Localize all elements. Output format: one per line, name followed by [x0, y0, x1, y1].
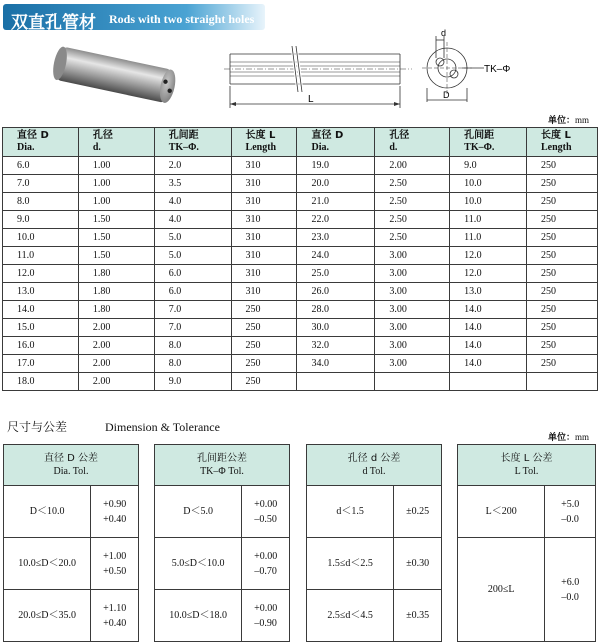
table-cell: 250 — [527, 265, 598, 283]
title-banner — [3, 4, 265, 33]
table-cell: 2.0 — [154, 157, 231, 175]
title-en: Rods with two straight holes — [109, 12, 255, 26]
tk-tolerance-table — [154, 444, 290, 642]
table-cell: 3.00 — [375, 247, 450, 265]
table-row: L＜200 +5.0 –0.0 — [458, 486, 596, 538]
table-cell: 250 — [527, 319, 598, 337]
table-cell: 250 — [527, 193, 598, 211]
table-cell: 21.0 — [297, 193, 375, 211]
table-cell — [527, 373, 598, 391]
table-cell: 250 — [231, 301, 297, 319]
spec-col-header: 孔间距 TK–Φ. — [154, 128, 231, 157]
table-cell: 1.50 — [78, 247, 154, 265]
table-cell: 34.0 — [297, 355, 375, 373]
table-cell: 7.0 — [154, 301, 231, 319]
table-cell: 3.00 — [375, 355, 450, 373]
spec-col-header: 直径 D Dia. — [3, 128, 79, 157]
table-cell: 2.00 — [78, 319, 154, 337]
hole-tolerance-table — [306, 444, 442, 642]
table-cell: 17.0 — [3, 355, 79, 373]
table-cell: 32.0 — [297, 337, 375, 355]
table-row — [3, 175, 598, 193]
table-cell: 11.0 — [450, 211, 527, 229]
table-cell: 250 — [527, 247, 598, 265]
table-cell: 2.00 — [78, 355, 154, 373]
table-cell: 22.0 — [297, 211, 375, 229]
table-cell: 250 — [231, 337, 297, 355]
drawing-label-L: L — [308, 94, 314, 105]
table-cell: 3.00 — [375, 265, 450, 283]
table-cell: 23.0 — [297, 229, 375, 247]
table-cell: 250 — [527, 229, 598, 247]
table-cell: 250 — [527, 175, 598, 193]
table-row: D＜10.0 +0.90 +0.40 — [4, 486, 139, 538]
drawing-label-D: D — [443, 90, 450, 100]
table-cell: 9.0 — [3, 211, 79, 229]
table-cell: 250 — [527, 283, 598, 301]
table-cell — [450, 373, 527, 391]
table-cell: 4.0 — [154, 211, 231, 229]
table-cell: 250 — [527, 157, 598, 175]
table-cell — [297, 373, 375, 391]
table-cell: 8.0 — [3, 193, 79, 211]
table-cell: 2.50 — [375, 193, 450, 211]
table-cell: 3.5 — [154, 175, 231, 193]
spec-col-header: 长度 L Length — [231, 128, 297, 157]
table-cell: 3.00 — [375, 319, 450, 337]
spec-col-header: 孔径 d. — [78, 128, 154, 157]
table-row: 5.0≤D＜10.0 +0.00 –0.70 — [155, 538, 290, 590]
table-cell: 1.00 — [78, 193, 154, 211]
unit-label: 单位：mm — [548, 115, 590, 126]
rod-image — [45, 34, 185, 114]
table-cell: 250 — [231, 319, 297, 337]
table-cell: 26.0 — [297, 283, 375, 301]
table-cell: 310 — [231, 211, 297, 229]
table-cell: 6.0 — [154, 265, 231, 283]
dia-tolerance-table — [3, 444, 139, 642]
table-row: 2.5≤d＜4.5 ±0.35 — [307, 590, 442, 642]
table-cell: 1.50 — [78, 229, 154, 247]
table-row — [3, 193, 598, 211]
table-cell: 310 — [231, 193, 297, 211]
table-cell: 250 — [231, 355, 297, 373]
title-cn: 双直孔管材 — [11, 13, 96, 33]
table-cell: 8.0 — [154, 355, 231, 373]
table-row — [3, 265, 598, 283]
table-cell: 12.0 — [450, 265, 527, 283]
table-cell: 2.50 — [375, 229, 450, 247]
table-cell: 2.00 — [78, 337, 154, 355]
table-cell: 2.00 — [78, 373, 154, 391]
table-cell: 1.00 — [78, 175, 154, 193]
table-cell: 250 — [527, 355, 598, 373]
table-cell: 10.0 — [450, 193, 527, 211]
table-cell: 310 — [231, 283, 297, 301]
table-row — [3, 283, 598, 301]
table-cell: 250 — [527, 211, 598, 229]
table-cell: 14.0 — [450, 301, 527, 319]
table-cell: 7.0 — [154, 319, 231, 337]
table-cell: 7.0 — [3, 175, 79, 193]
table-row — [3, 319, 598, 337]
table-cell: 310 — [231, 229, 297, 247]
table-cell: 14.0 — [450, 319, 527, 337]
table-row: 20.0≤D＜35.0 +1.10 +0.40 — [4, 590, 139, 642]
table-row: D＜5.0 +0.00 –0.50 — [155, 486, 290, 538]
table-cell: 310 — [231, 247, 297, 265]
table-cell: 8.0 — [154, 337, 231, 355]
table-cell: 3.00 — [375, 301, 450, 319]
table-cell: 3.00 — [375, 337, 450, 355]
table-cell: 5.0 — [154, 247, 231, 265]
table-row: 10.0≤D＜18.0 +0.00 –0.90 — [155, 590, 290, 642]
table-cell: 24.0 — [297, 247, 375, 265]
table-cell: 3.00 — [375, 283, 450, 301]
table-cell: 10.0 — [450, 175, 527, 193]
table-cell: 13.0 — [3, 283, 79, 301]
table-cell: 1.50 — [78, 211, 154, 229]
table-cell: 14.0 — [450, 355, 527, 373]
table-row: 10.0≤D＜20.0 +1.00 +0.50 — [4, 538, 139, 590]
table-row — [3, 355, 598, 373]
table-row — [3, 301, 598, 319]
table-row — [3, 211, 598, 229]
table-row — [3, 157, 598, 175]
tk-tol-header: 孔间距公差 TK–Φ Tol. — [155, 445, 290, 486]
table-cell: 5.0 — [154, 229, 231, 247]
table-cell: 14.0 — [450, 337, 527, 355]
spec-table — [2, 127, 598, 391]
table-cell: 18.0 — [3, 373, 79, 391]
table-cell: 2.50 — [375, 175, 450, 193]
table-row — [3, 229, 598, 247]
table-cell — [375, 373, 450, 391]
table-row — [3, 373, 598, 391]
table-cell: 310 — [231, 265, 297, 283]
table-cell: 250 — [527, 337, 598, 355]
table-row — [3, 337, 598, 355]
table-row: d＜1.5 ±0.25 — [307, 486, 442, 538]
table-cell: 14.0 — [3, 301, 79, 319]
len-tol-header: 长度 L 公差 L Tol. — [458, 445, 596, 486]
unit-label-2: 单位：mm — [548, 432, 590, 443]
spec-col-header: 长度 L Length — [527, 128, 598, 157]
table-row: 1.5≤d＜2.5 ±0.30 — [307, 538, 442, 590]
table-cell: 310 — [231, 175, 297, 193]
table-cell: 11.0 — [3, 247, 79, 265]
hole-tol-header: 孔径 d 公差 d Tol. — [307, 445, 442, 486]
spec-col-header: 直径 D Dia. — [297, 128, 375, 157]
drawing-label-tk: TK–Φ — [484, 64, 511, 75]
table-cell: 250 — [527, 301, 598, 319]
table-cell: 25.0 — [297, 265, 375, 283]
table-cell: 310 — [231, 157, 297, 175]
table-cell: 12.0 — [450, 247, 527, 265]
spec-header-row — [3, 128, 598, 157]
table-cell: 9.0 — [450, 157, 527, 175]
length-tolerance-table — [457, 444, 596, 642]
dia-tol-header: 直径 D 公差 Dia. Tol. — [4, 445, 139, 486]
table-cell: 19.0 — [297, 157, 375, 175]
table-cell: 1.80 — [78, 265, 154, 283]
table-cell: 250 — [231, 373, 297, 391]
section-title: 尺寸与公差 Dimension & Tolerance — [7, 420, 220, 434]
table-cell: 1.80 — [78, 301, 154, 319]
table-cell: 2.50 — [375, 211, 450, 229]
spec-col-header: 孔间距 TK–Φ. — [450, 128, 527, 157]
table-cell: 16.0 — [3, 337, 79, 355]
table-cell: 1.00 — [78, 157, 154, 175]
table-cell: 12.0 — [3, 265, 79, 283]
table-cell: 20.0 — [297, 175, 375, 193]
table-cell: 13.0 — [450, 283, 527, 301]
table-cell: 10.0 — [3, 229, 79, 247]
spec-col-header: 孔径 d. — [375, 128, 450, 157]
table-cell: 4.0 — [154, 193, 231, 211]
drawing-label-d: d — [441, 28, 447, 38]
technical-drawing — [222, 28, 522, 108]
table-row: 200≤L +6.0 –0.0 — [458, 538, 596, 642]
table-cell: 6.0 — [3, 157, 79, 175]
table-cell: 2.00 — [375, 157, 450, 175]
table-row — [3, 247, 598, 265]
table-cell: 11.0 — [450, 229, 527, 247]
table-cell: 30.0 — [297, 319, 375, 337]
table-cell: 6.0 — [154, 283, 231, 301]
table-cell: 15.0 — [3, 319, 79, 337]
table-cell: 1.80 — [78, 283, 154, 301]
table-cell: 28.0 — [297, 301, 375, 319]
table-cell: 9.0 — [154, 373, 231, 391]
